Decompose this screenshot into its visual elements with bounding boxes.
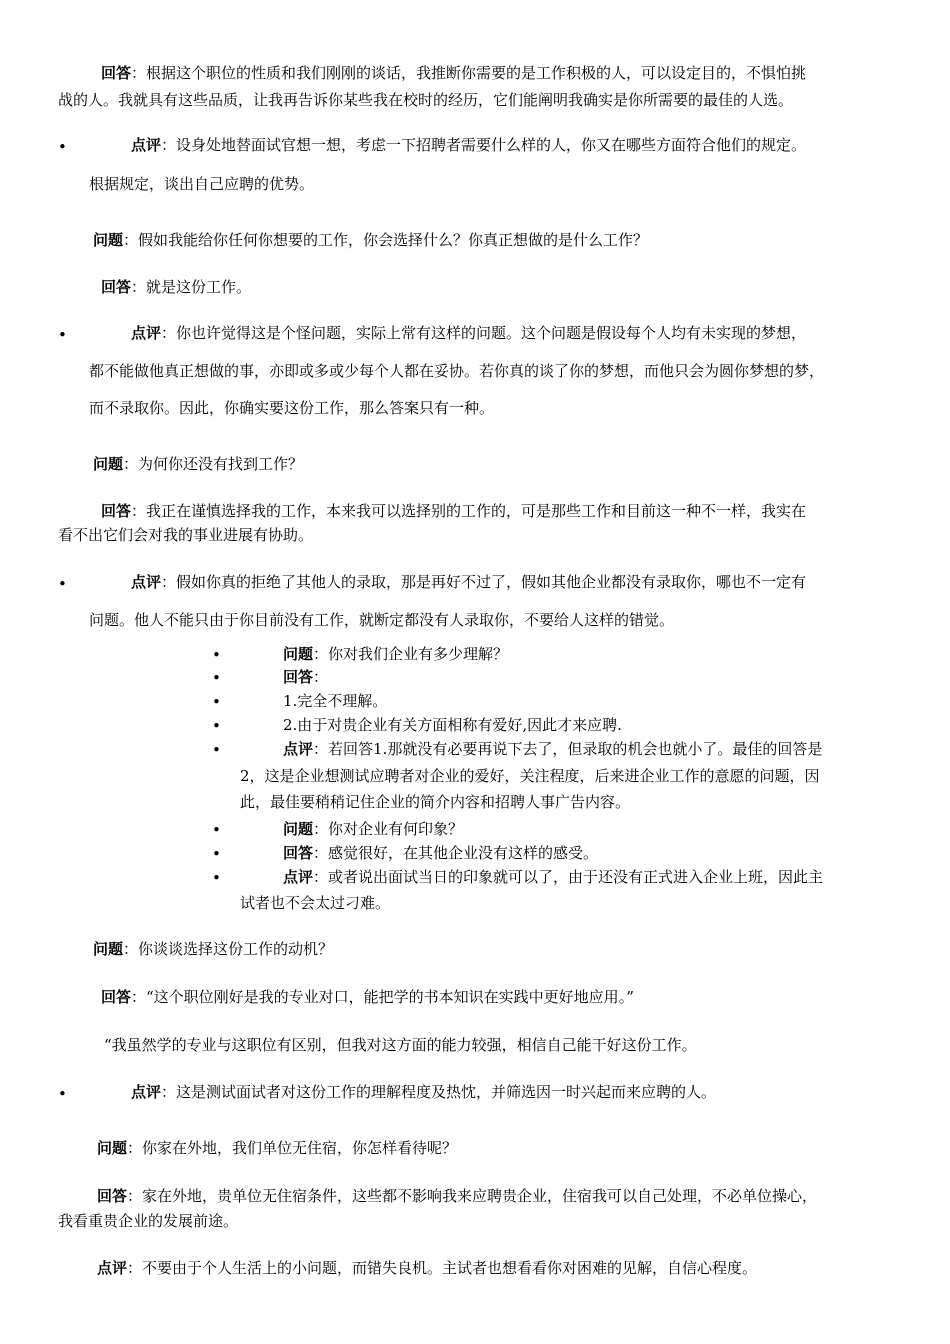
list-item-cont: 试者也不会太过刁难。: [240, 894, 391, 912]
comment-text: ：你也许觉得这是个怪问题，实际上常有这样的问题。这个问题是假设每个人均有未实现的梦想，: [161, 324, 807, 342]
list-item-cont: 2，这是企业想测试应聘者对企业的爱好，关注程度，后来进企业工作的意愿的问题，因: [240, 767, 820, 785]
bullet-icon: •: [212, 741, 221, 759]
bullet-icon: •: [58, 575, 67, 593]
bullet-icon: •: [212, 869, 221, 887]
question-label: 问题: [93, 940, 124, 958]
answer-label: 回答: [283, 668, 314, 686]
answer-label: 回答: [283, 844, 314, 862]
bullet-icon: •: [58, 138, 67, 156]
question-text: ：你对我们企业有多少理解？: [313, 645, 509, 663]
list-item: 1.完全不理解。: [283, 692, 388, 710]
comment-text: ：若回答1.那就没有必要再说下去了，但录取的机会也就小了。最佳的回答是: [313, 740, 823, 758]
comment-paragraph-4: [131, 1081, 716, 1103]
list-item: [283, 842, 598, 864]
question-paragraph-4: [97, 1137, 457, 1159]
list-item: [283, 666, 328, 688]
bullet-icon: •: [212, 646, 221, 664]
comment-paragraph-3-cont: 问题。他人不能只由于你目前没有工作，就断定都没有人录取你，不要给人这样的错觉。: [89, 611, 675, 629]
answer-text: ：: [313, 668, 329, 686]
answer-label: 回答: [101, 278, 132, 296]
list-item: [283, 818, 463, 840]
answer-paragraph-5-cont: 我看重贵企业的发展前途。: [58, 1212, 239, 1230]
bullet-icon: •: [212, 845, 221, 863]
comment-text: ：假如你真的拒绝了其他人的录取，那是再好不过了，假如其他企业都没有录取你，哪也不一定有: [161, 573, 807, 591]
answer-paragraph-4: [101, 986, 634, 1008]
comment-text: ：不要由于个人生活上的小问题，而错失良机。主试者也想看看你对困难的见解，自信心程度。: [127, 1259, 758, 1277]
comment-text: ：设身处地替面试官想一想，考虑一下招聘者需要什么样的人，你又在哪些方面符合他们的规定。: [161, 136, 807, 154]
answer-paragraph-1-cont: 战的人。我就具有这些品质，让我再告诉你某些我在校时的经历，它们能阐明我确实是你所需要的最佳的人选。: [58, 91, 794, 109]
comment-label: 点评: [97, 1259, 128, 1277]
comment-paragraph-1-cont: 根据规定，谈出自己应聘的优势。: [89, 175, 315, 193]
bullet-icon: •: [212, 717, 221, 735]
comment-paragraph-2: [131, 322, 806, 344]
comment-text: ：这是测试面试者对这份工作的理解程度及热忱，并筛选因一时兴起而来应聘的人。: [161, 1083, 717, 1101]
comment-paragraph-2-cont: 而不录取你。因此，你确实要这份工作，那么答案只有一种。: [89, 399, 495, 417]
bullet-icon: •: [58, 1085, 67, 1103]
list-item: [283, 643, 508, 665]
comment-paragraph-1: [131, 134, 806, 156]
question-text: ：你对企业有何印象？: [313, 820, 464, 838]
answer-text: ：“这个职位刚好是我的专业对口，能把学的书本知识在实践中更好地应用。”: [131, 988, 634, 1006]
answer-paragraph-4-cont: “我虽然学的专业与这职位有区别，但我对这方面的能力较强，相信自己能干好这份工作。: [104, 1036, 697, 1054]
question-paragraph-3: [93, 938, 333, 960]
question-text: ：为何你还没有找到工作？: [123, 455, 304, 473]
question-label: 问题: [93, 231, 124, 249]
answer-label: 回答: [97, 1187, 128, 1205]
answer-label: 回答: [101, 502, 132, 520]
comment-paragraph-3: [131, 571, 806, 593]
comment-paragraph-2-cont: 都不能做他真正想做的事，亦即或多或少每个人都在妥协。若你真的谈了你的梦想，而他只会为圆你梦想的梦，: [89, 362, 825, 380]
question-paragraph-2: [93, 453, 303, 475]
question-label: 问题: [93, 455, 124, 473]
comment-label: 点评: [131, 324, 162, 342]
comment-text: ：或者说出面试当日的印象就可以了，由于还没有正式进入企业上班，因此主: [313, 868, 824, 886]
list-item: [283, 866, 823, 888]
bullet-icon: •: [212, 693, 221, 711]
list-item: 2.由于对贵企业有关方面相称有爱好,因此才来应聘.: [283, 716, 622, 734]
list-item: [283, 738, 822, 760]
answer-label: 回答: [101, 988, 132, 1006]
answer-paragraph-3-cont: 看不出它们会对我的事业进展有协助。: [58, 526, 314, 544]
question-text: ：你谈谈选择这份工作的动机？: [123, 940, 334, 958]
question-text: ：你家在外地，我们单位无住宿，你怎样看待呢？: [127, 1139, 458, 1157]
bullet-icon: •: [58, 326, 67, 344]
comment-label: 点评: [131, 1083, 162, 1101]
answer-paragraph-1: [101, 62, 806, 84]
comment-label: 点评: [283, 740, 314, 758]
comment-label: 点评: [283, 868, 314, 886]
answer-text: ：感觉很好，在其他企业没有这样的感受。: [313, 844, 599, 862]
comment-paragraph-5: [97, 1257, 757, 1279]
answer-label: 回答: [101, 64, 132, 82]
comment-label: 点评: [131, 136, 162, 154]
question-label: 问题: [97, 1139, 128, 1157]
bullet-icon: •: [212, 821, 221, 839]
question-label: 问题: [283, 820, 314, 838]
answer-text: ：根据这个职位的性质和我们刚刚的谈话，我推断你需要的是工作积极的人，可以设定目的，不惧怕挑: [131, 64, 807, 82]
question-paragraph-1: [93, 229, 648, 251]
bullet-icon: •: [212, 669, 221, 687]
answer-text: ：我正在谨慎选择我的工作，本来我可以选择别的工作的，可是那些工作和目前这一种不一样，我实在: [131, 502, 807, 520]
answer-text: ：就是这份工作。: [131, 278, 252, 296]
answer-paragraph-3: [101, 500, 806, 522]
comment-label: 点评: [131, 573, 162, 591]
answer-text: ：家在外地，贵单位无住宿条件，这些都不影响我来应聘贵企业，住宿我可以自己处理，不必单位操心，: [127, 1187, 818, 1205]
list-item-cont: 此，最佳要稍稍记住企业的简介内容和招聘人事广告内容。: [240, 793, 631, 811]
answer-paragraph-5: [97, 1185, 817, 1207]
answer-paragraph-2: [101, 276, 251, 298]
question-text: ：假如我能给你任何你想要的工作，你会选择什么？你真正想做的是什么工作？: [123, 231, 649, 249]
question-label: 问题: [283, 645, 314, 663]
